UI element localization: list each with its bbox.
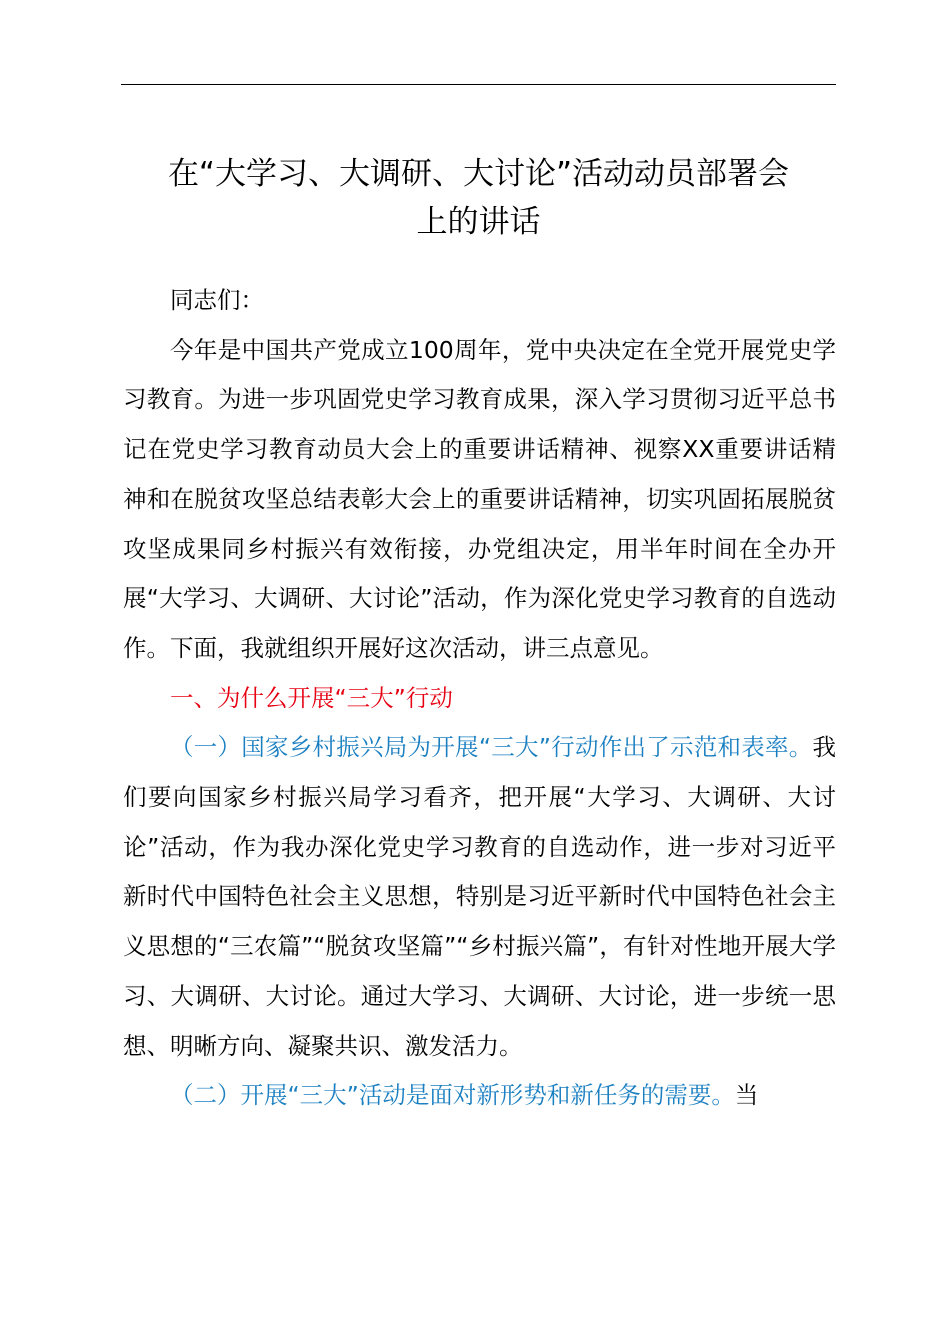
title-line-1: 在“大学习、大调研、大讨论”活动动员部署会 — [167, 156, 790, 192]
intro-paragraph: 今年是中国共产党成立100周年，党中央决定在全党开展党史学习教育。为进一步巩固党史学习教育成果，深入学习贯彻习近平总书记在党史学习教育动员大会上的重要讲话精神、视察XX重要讲话精神和在脱贫攻坚总结表彰大会上的重要讲话精神，切实巩固拓展脱贫攻坚成果同乡村振兴有效衔接，办党组决定，用半年时间在全办开展“大学习、大调研、大讨论”活动，作为深化党史学习教育的自选动作。下面，我就组织开展好这次活动，讲三点意见。 — [123, 335, 836, 662]
subsection-paragraph-1 — [123, 723, 836, 1071]
document-title — [121, 150, 836, 246]
section-heading-1: 一、为什么开展“三大”行动 — [170, 683, 453, 712]
subsection-heading-1: （一）国家乡村振兴局为开展“三大”行动作出了示范和表率。 — [170, 733, 813, 762]
header-rule — [121, 84, 836, 85]
title-line-2: 上的讲话 — [416, 204, 541, 240]
document-body — [123, 276, 836, 1121]
subsection-body-1: 我们要向国家乡村振兴局学习看齐，把开展“大学习、大调研、大讨论”活动，作为我办深化党史学习教育的自选动作，进一步对习近平新时代中国特色社会主义思想，特别是习近平新时代中国特色社会主义思想的“三农篇”“脱贫攻坚篇”“乡村振兴篇”，有针对性地开展大学习、大调研、大讨论。通过大学习、大调研、大讨论，进一步统一思想、明晰方向、凝聚共识、激发活力。 — [123, 733, 836, 1060]
subsection-heading-2: （二）开展“三大”活动是面对新形势和新任务的需要。 — [170, 1081, 735, 1110]
subsection-paragraph-2 — [123, 1071, 836, 1121]
salutation: 同志们： — [170, 286, 264, 314]
subsection-body-2: 当 — [734, 1081, 759, 1110]
